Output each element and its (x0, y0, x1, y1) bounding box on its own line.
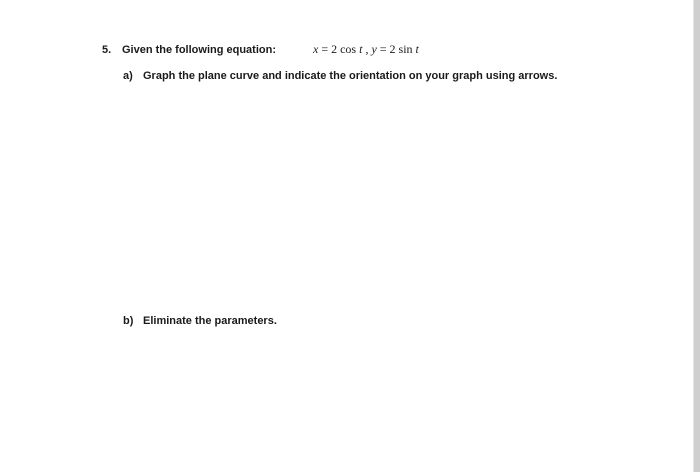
question-stem: Given the following equation: (122, 44, 276, 56)
parametric-equation (313, 42, 419, 57)
page-edge-shadow (694, 0, 700, 472)
equation-t-variable-2: t (415, 42, 419, 56)
equation-x-variable: x (313, 42, 319, 56)
equation-t-variable: t (359, 42, 363, 56)
part-b-text: Eliminate the parameters. (143, 315, 277, 327)
question-number: 5. (102, 44, 112, 56)
part-b-label: b) (123, 315, 134, 327)
equation-separator: , (365, 42, 369, 56)
equation-y-variable: y (371, 42, 377, 56)
part-a-text: Graph the plane curve and indicate the orientation on your graph using arrows. (143, 70, 558, 82)
part-a-label: a) (123, 70, 133, 82)
equation-y-rhs: = 2 sin (379, 42, 413, 56)
equation-x-rhs: = 2 cos (321, 42, 357, 56)
